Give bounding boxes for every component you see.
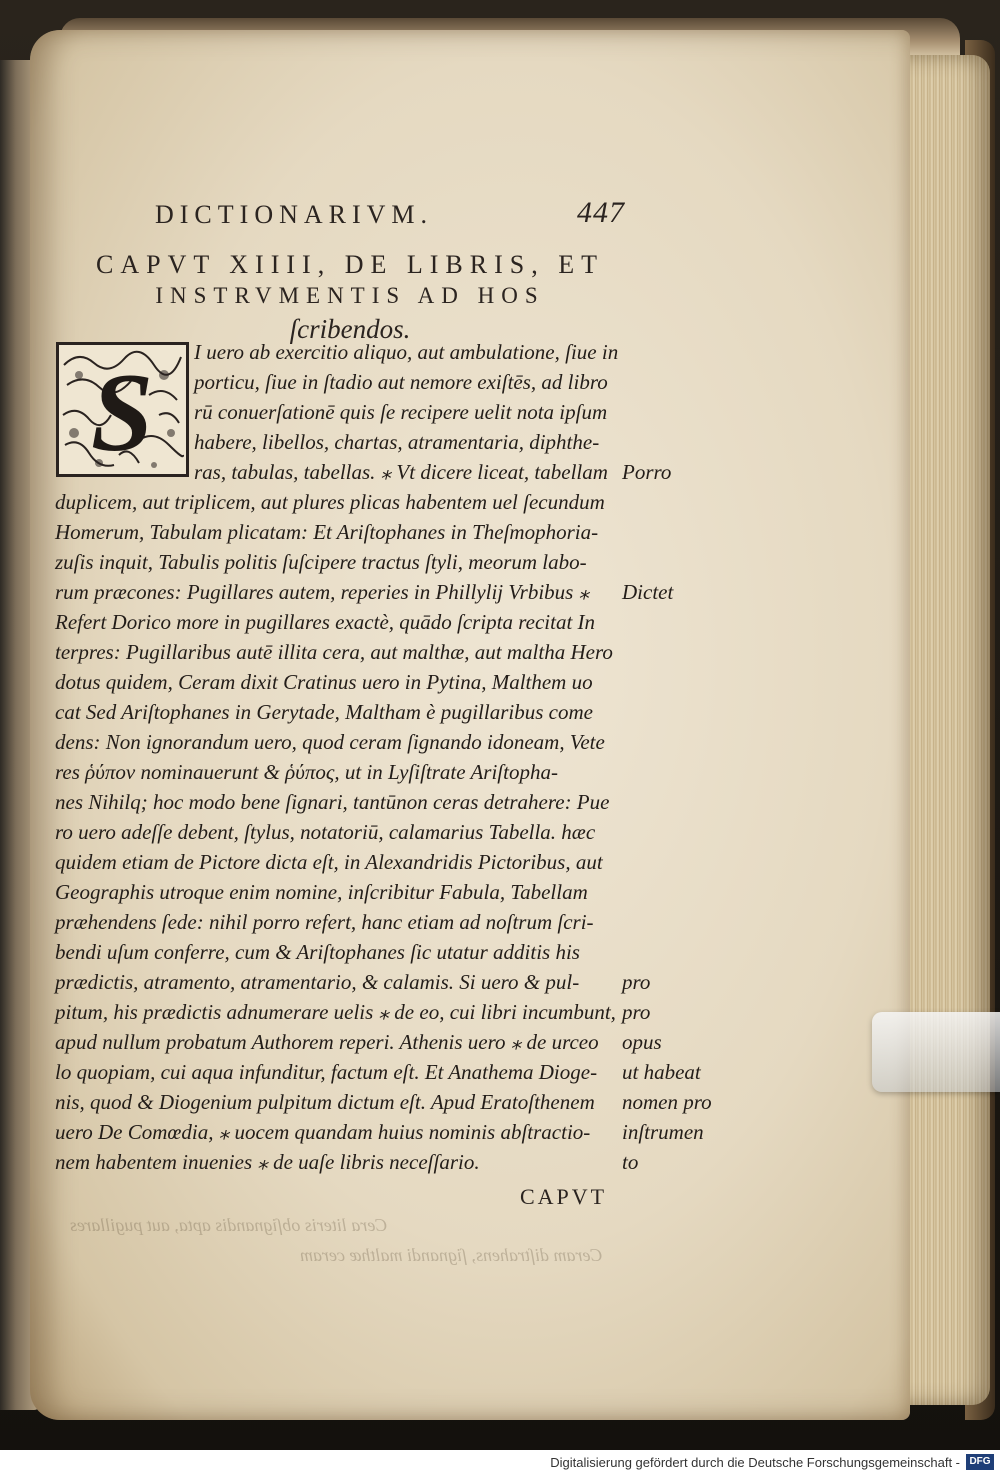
text-line: res ῥύπον nominauerunt & ῥύπος, ut in Lyſiſtrate Ariſtopha-: [55, 760, 558, 784]
text-line: porticu, ſiue in ſtadio aut nemore exiſtēs, ad libro: [194, 370, 608, 394]
bookmark-strip: [872, 1012, 1000, 1092]
chapter-heading-line-2: INSTRVMENTIS AD HOS: [155, 283, 545, 308]
margin-note: ut habeat: [622, 1060, 701, 1084]
text-line: nis, quod & Diogenium pulpitum dictum eſt. Apud Eratoſthenem: [55, 1090, 595, 1114]
chapter-heading-line-1: CAPVT XIIII, DE LIBRIS, ET: [96, 250, 604, 279]
text-line: nes Nihilq; hoc modo bene ſignari, tantūnon ceras detrahere: Pue: [55, 790, 610, 814]
chapter-heading: [70, 250, 630, 346]
woodcut-initial-icon: [59, 345, 186, 474]
footer-credit: Digitalisierung gefördert durch die Deutsche Forschungsgemeinschaft -: [550, 1455, 960, 1470]
text-line: quidem etiam de Pictore dicta eſt, in Alexandridis Pictoribus, aut: [55, 850, 603, 874]
text-line: dotus quidem, Ceram dixit Cratinus uero in Pytina, Malthem uo: [55, 670, 593, 694]
text-line: bendi uſum conferre, cum & Ariſtophanes ſic utatur additis his: [55, 940, 580, 964]
text-line: ro uero adeſſe debent, ſtylus, notatoriū, calamarius Tabella. hæc: [55, 820, 596, 844]
text-line: duplicem, aut triplicem, aut plures plicas habentem uel ſecundum: [55, 490, 605, 514]
text-line: Homerum, Tabulam plicatam: Et Ariſtophanes in Theſmophoria-: [55, 520, 599, 544]
text-line: dens: Non ignorandum uero, quod ceram ſignando idoneam, Vete: [55, 730, 605, 754]
margin-note: Dictet: [622, 580, 674, 604]
running-head-title: DICTIONARIVM.: [155, 200, 434, 229]
text-line: terpres: Pugillaribus autē illita cera, aut malthæ, aut maltha Hero: [55, 640, 613, 664]
margin-note: nomen pro: [622, 1090, 712, 1114]
text-line: prædictis, atramento, atramentario, & calamis. Si uero & pul-: [55, 970, 580, 994]
catchword: CAPVT: [520, 1184, 608, 1209]
dfg-logo-icon: DFG: [966, 1454, 994, 1470]
margin-note: Porro: [622, 460, 672, 484]
decorated-initial-s: [56, 342, 189, 477]
text-line: I uero ab exercitio aliquo, aut ambulatione, ſiue in: [194, 340, 619, 364]
text-line: præhendens ſede: nihil porro refert, hanc etiam ad noſtrum ſcri-: [55, 910, 594, 934]
text-line: zuſis inquit, Tabulis politis ſuſcipere tractus ſtyli, meorum labo-: [55, 550, 587, 574]
margin-note: to: [622, 1150, 639, 1174]
text-line: ras, tabulas, tabellas. ⁎ Vt dicere liceat, tabellam: [194, 460, 608, 484]
show-through-text-2: Ceram diſtrahens, ſignandi malthæ ceram: [300, 1245, 603, 1265]
margin-note: opus: [622, 1030, 662, 1054]
text-line: nem habentem inuenies ⁎ de uaſe libris neceſſario.: [55, 1150, 480, 1174]
show-through-text: Cera literis obſignandis apta, aut pugillares: [70, 1215, 388, 1235]
text-line: rum præcones: Pugillares autem, reperies in Phillylij Vrbibus ⁎: [55, 580, 590, 604]
text-line: pitum, his prædictis adnumerare uelis ⁎ de eo, cui libri incumbunt,: [55, 1000, 616, 1024]
text-line: uero De Comœdia, ⁎ uocem quandam huius nominis abſtractio-: [55, 1120, 591, 1144]
margin-note: pro: [622, 1000, 651, 1024]
text-line: habere, libellos, chartas, atramentaria, diphthe-: [194, 430, 600, 454]
margin-note: pro: [622, 970, 651, 994]
footer-bar: [0, 1450, 1000, 1475]
text-line: apud nullum probatum Authorem reperi. Athenis uero ⁎ de urceo: [55, 1030, 599, 1054]
text-line: Geographis utroque enim nomine, inſcribitur Fabula, Tabellam: [55, 880, 588, 904]
page-number: 447: [577, 196, 625, 229]
text-line: Refert Dorico more in pugillares exactè, quādo ſcripta recitat In: [55, 610, 596, 634]
text-line: rū conuerſationē quis ſe recipere uelit nota ipſum: [194, 400, 608, 424]
text-line: lo quopiam, cui aqua infunditur, factum eſt. Et Anathema Dioge-: [55, 1060, 598, 1084]
svg-text:S: S: [90, 351, 154, 474]
margin-note: inſtrumen: [622, 1120, 704, 1144]
chapter-heading-line-3: ſcribendos.: [289, 314, 411, 344]
text-line: cat Sed Ariſtophanes in Gerytade, Maltham è pugillaribus come: [55, 700, 593, 724]
